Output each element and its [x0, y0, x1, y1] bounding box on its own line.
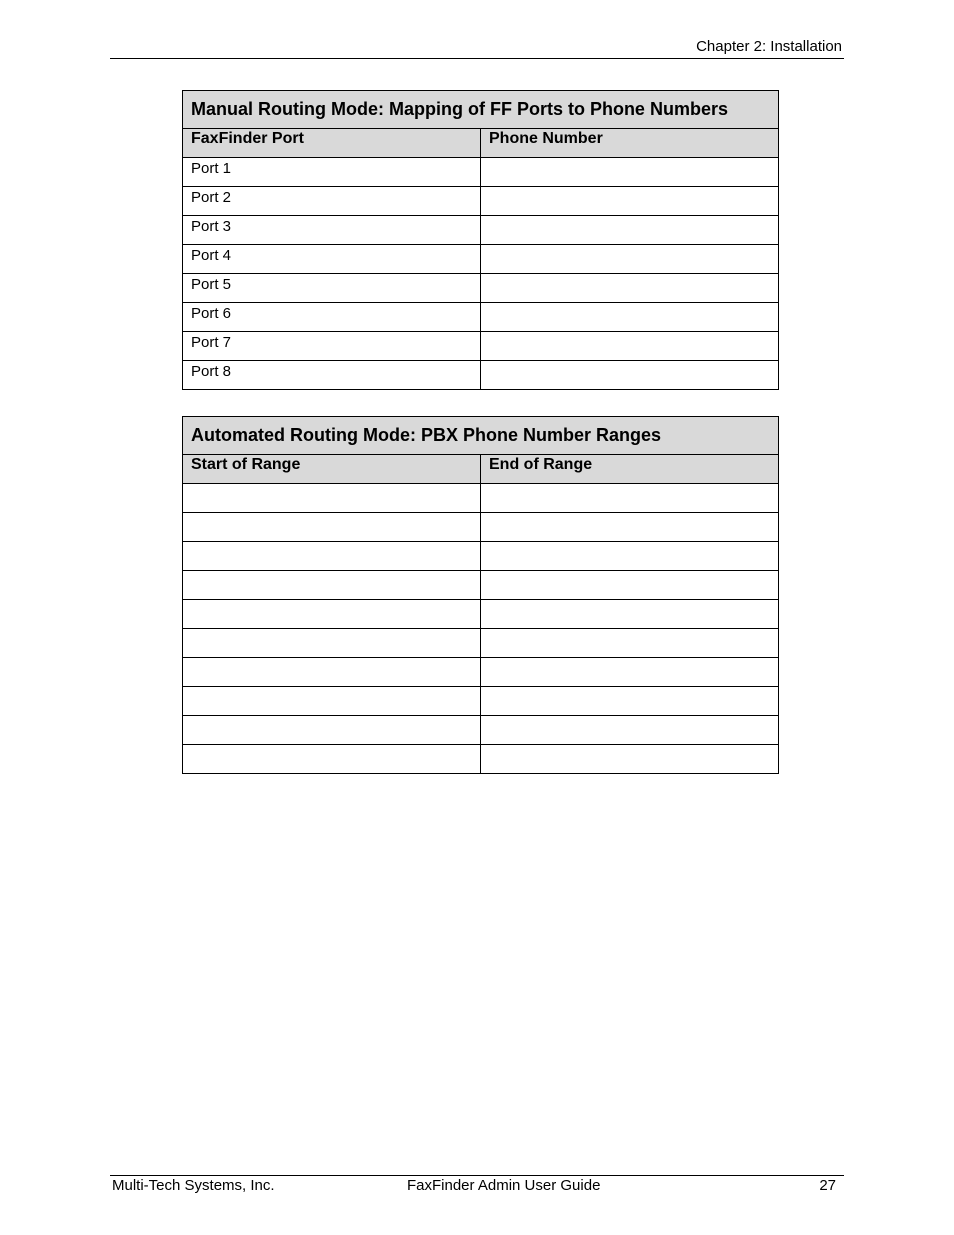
- phone-number-cell: [481, 245, 779, 274]
- range-start-cell: [183, 629, 481, 658]
- col-header-phone-number: Phone Number: [481, 129, 779, 158]
- phone-number-cell: [481, 303, 779, 332]
- port-cell: Port 3: [183, 216, 481, 245]
- phone-number-cell: [481, 332, 779, 361]
- table-row: [183, 629, 779, 658]
- range-start-cell: [183, 716, 481, 745]
- table-row: [183, 274, 779, 303]
- range-end-cell: [481, 716, 779, 745]
- table-row: [183, 187, 779, 216]
- phone-number-cell: [481, 216, 779, 245]
- table-row: [183, 716, 779, 745]
- table-row: [183, 216, 779, 245]
- chapter-header: Chapter 2: Installation: [696, 38, 842, 55]
- range-start-cell: [183, 571, 481, 600]
- manual-table-title: Manual Routing Mode: Mapping of FF Ports to Phone Numbers: [183, 91, 779, 129]
- range-end-cell: [481, 745, 779, 774]
- automated-routing-table: [182, 416, 779, 774]
- port-cell: Port 6: [183, 303, 481, 332]
- table-row: [183, 361, 779, 390]
- range-start-cell: [183, 513, 481, 542]
- range-end-cell: [481, 687, 779, 716]
- col-header-start-of-range: Start of Range: [183, 455, 481, 484]
- table-row: [183, 542, 779, 571]
- table-row: [183, 513, 779, 542]
- table-row: [183, 245, 779, 274]
- footer-rule: [110, 1175, 844, 1176]
- table-row: [183, 158, 779, 187]
- phone-number-cell: [481, 361, 779, 390]
- range-start-cell: [183, 484, 481, 513]
- port-cell: Port 8: [183, 361, 481, 390]
- footer-company: Multi-Tech Systems, Inc.: [112, 1177, 275, 1194]
- range-start-cell: [183, 687, 481, 716]
- col-header-end-of-range: End of Range: [481, 455, 779, 484]
- table-row: [183, 303, 779, 332]
- range-start-cell: [183, 600, 481, 629]
- phone-number-cell: [481, 274, 779, 303]
- range-end-cell: [481, 542, 779, 571]
- page-number: 27: [819, 1177, 836, 1194]
- range-end-cell: [481, 484, 779, 513]
- range-start-cell: [183, 542, 481, 571]
- footer-guide-title: FaxFinder Admin User Guide: [407, 1177, 601, 1194]
- table-row: [183, 332, 779, 361]
- header-rule: [110, 58, 844, 59]
- range-start-cell: [183, 658, 481, 687]
- col-header-faxfinder-port: FaxFinder Port: [183, 129, 481, 158]
- phone-number-cell: [481, 158, 779, 187]
- port-cell: Port 4: [183, 245, 481, 274]
- manual-routing-table: [182, 90, 779, 390]
- port-cell: Port 5: [183, 274, 481, 303]
- table-row: [183, 658, 779, 687]
- range-end-cell: [481, 513, 779, 542]
- table-row: [183, 687, 779, 716]
- port-cell: Port 1: [183, 158, 481, 187]
- range-end-cell: [481, 571, 779, 600]
- range-end-cell: [481, 629, 779, 658]
- range-end-cell: [481, 658, 779, 687]
- table-row: [183, 745, 779, 774]
- phone-number-cell: [481, 187, 779, 216]
- range-end-cell: [481, 600, 779, 629]
- port-cell: Port 7: [183, 332, 481, 361]
- table-row: [183, 600, 779, 629]
- table-row: [183, 484, 779, 513]
- port-cell: Port 2: [183, 187, 481, 216]
- auto-table-title: Automated Routing Mode: PBX Phone Number Ranges: [183, 417, 779, 455]
- table-row: [183, 571, 779, 600]
- range-start-cell: [183, 745, 481, 774]
